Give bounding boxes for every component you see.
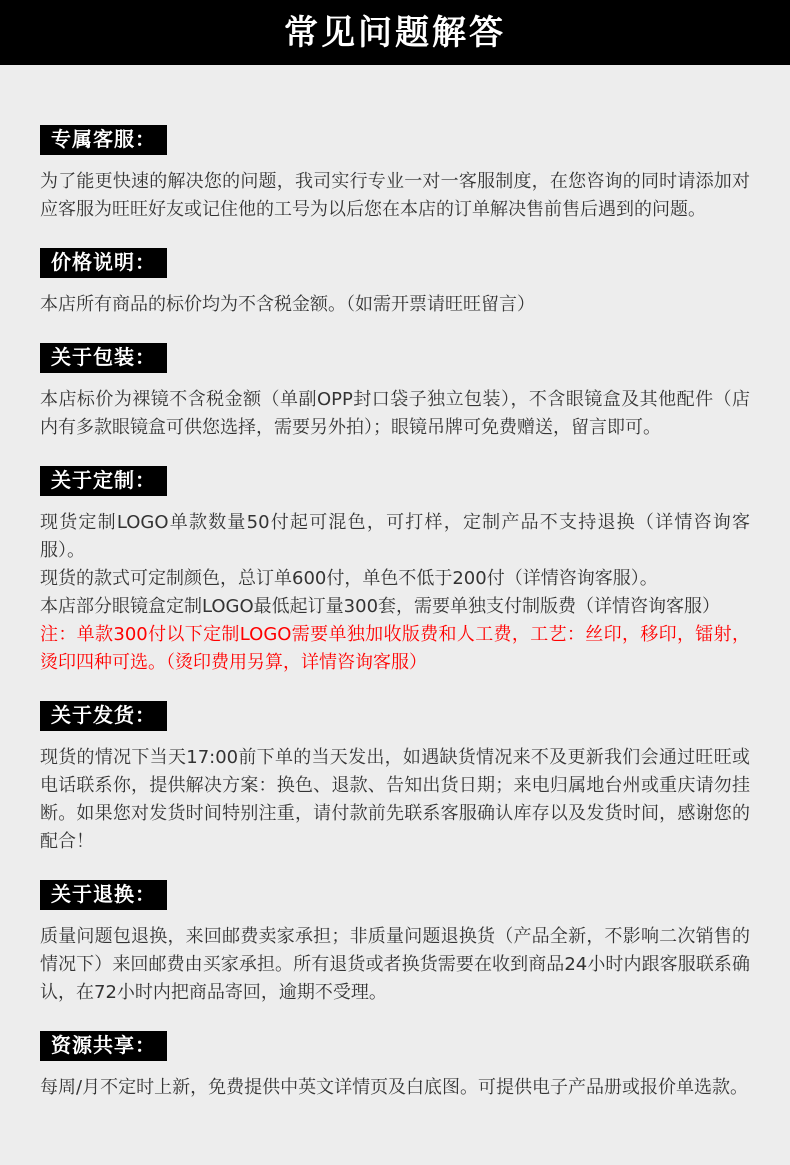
faq-content — [0, 65, 790, 1102]
section-label-resources: 资源共享： — [40, 1031, 167, 1061]
section-dedicated-service — [40, 125, 750, 224]
section-pricing — [40, 248, 750, 319]
section-text-customization-line3: 本店部分眼镜盒定制LOGO最低起订量300套，需要单独支付制版费（详情咨询客服） — [40, 596, 721, 617]
section-label-shipping: 关于发货： — [40, 701, 167, 731]
section-packaging — [40, 343, 750, 442]
page-title: 常见问题解答 — [284, 12, 506, 53]
section-text-customization-line2: 现货的款式可定制颜色，总订单600付，单色不低于200付（详情咨询客服）。 — [40, 568, 658, 589]
section-note-customization: 注：单款300付以下定制LOGO需要单独加收版费和人工费，工艺：丝印，移印，镭射，烫印四种可选。（烫印费用另算，详情咨询客服） — [40, 624, 750, 673]
section-text-returns: 质量问题包退换，来回邮费卖家承担；非质量问题退换货（产品全新，不影响二次销售的情况下）来回邮费由买家承担。所有退货或者换货需要在收到商品24小时内跟客服联系确认，在72小时内把商品寄回，逾期不受理。 — [40, 926, 750, 1003]
section-label-pricing: 价格说明： — [40, 248, 167, 278]
section-resources — [40, 1031, 750, 1102]
section-text-shipping: 现货的情况下当天17:00前下单的当天发出，如遇缺货情况来不及更新我们会通过旺旺或电话联系你，提供解决方案：换色、退款、告知出货日期；来电归属地台州或重庆请勿挂断。如果您对发货时间特别注重，请付款前先联系客服确认库存以及发货时间，感谢您的配合！ — [40, 747, 750, 852]
section-customization — [40, 466, 750, 677]
section-text-dedicated-service: 为了能更快速的解决您的问题，我司实行专业一对一客服制度，在您咨询的同时请添加对应客服为旺旺好友或记住他的工号为以后您在本店的订单解决售前售后遇到的问题。 — [40, 171, 750, 220]
section-returns — [40, 880, 750, 1007]
section-label-packaging: 关于包装： — [40, 343, 167, 373]
section-text-pricing: 本店所有商品的标价均为不含税金额。（如需开票请旺旺留言） — [40, 294, 535, 315]
section-text-resources: 每周/月不定时上新，免费提供中英文详情页及白底图。可提供电子产品册或报价单选款。 — [40, 1077, 749, 1098]
section-shipping — [40, 701, 750, 856]
section-label-dedicated-service: 专属客服： — [40, 125, 167, 155]
section-text-packaging: 本店标价为裸镜不含税金额（单副OPP封口袋子独立包装），不含眼镜盒及其他配件（店内有多款眼镜盒可供您选择，需要另外拍）；眼镜吊牌可免费赠送，留言即可。 — [40, 389, 750, 438]
page-header — [0, 0, 790, 65]
section-label-customization: 关于定制： — [40, 466, 167, 496]
section-label-returns: 关于退换： — [40, 880, 167, 910]
section-text-customization-line1: 现货定制LOGO单款数量50付起可混色，可打样，定制产品不支持退换（详情咨询客服）。 — [40, 512, 750, 561]
